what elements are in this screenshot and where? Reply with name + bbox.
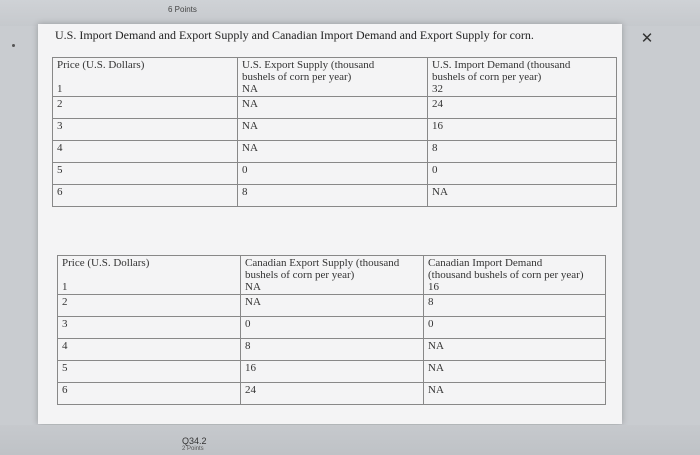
price-cell: 2 — [53, 97, 238, 119]
first-row-value: 32 — [432, 83, 443, 95]
price-cell: 5 — [53, 163, 238, 185]
value-cell: 8 — [428, 141, 617, 163]
price-cell: 4 — [53, 141, 238, 163]
price-cell: 6 — [53, 185, 238, 207]
price-cell: 3 — [58, 317, 241, 339]
canada-table — [57, 255, 606, 405]
header-line: Price (U.S. Dollars) — [62, 257, 150, 269]
price-cell: 4 — [58, 339, 241, 361]
header-cell — [238, 58, 428, 97]
value-cell: NA — [238, 97, 428, 119]
value-cell: 16 — [241, 361, 424, 383]
value-cell: NA — [241, 295, 424, 317]
table-row — [58, 383, 606, 405]
header-line: Canadian Export Supply (thousand — [245, 257, 400, 269]
table-row — [58, 339, 606, 361]
table-header-row — [53, 58, 617, 97]
table-row — [58, 317, 606, 339]
header-cell — [53, 58, 238, 97]
value-cell: NA — [238, 141, 428, 163]
first-row-value: NA — [245, 281, 261, 293]
price-cell: 5 — [58, 361, 241, 383]
table-header-row — [58, 256, 606, 295]
header-cell — [58, 256, 241, 295]
table-row — [53, 119, 617, 141]
value-cell: 8 — [424, 295, 606, 317]
header-line: bushels of corn per year) — [245, 269, 355, 281]
header-line: bushels of corn per year) — [242, 71, 352, 83]
value-cell: NA — [424, 383, 606, 405]
table-row — [58, 295, 606, 317]
value-cell: 24 — [241, 383, 424, 405]
value-cell: NA — [238, 119, 428, 141]
next-question-label: Q34.2 — [182, 436, 207, 446]
first-row-value: NA — [242, 83, 258, 95]
value-cell: 16 — [428, 119, 617, 141]
table-row — [53, 97, 617, 119]
header-line: (thousand bushels of corn per year) — [428, 269, 584, 281]
question-title: U.S. Import Demand and Export Supply and Canadian Import Demand and Export Supply for corn. — [55, 28, 534, 42]
table-row — [53, 185, 617, 207]
value-cell: NA — [428, 185, 617, 207]
header-line: U.S. Export Supply (thousand — [242, 59, 375, 71]
header-cell — [428, 58, 617, 97]
us-table — [52, 57, 617, 207]
first-row-value: 16 — [428, 281, 439, 293]
bottom-strip — [0, 425, 700, 455]
next-question-points: 2 Points — [182, 446, 204, 452]
price-cell: 6 — [58, 383, 241, 405]
price-cell: 3 — [53, 119, 238, 141]
value-cell: 24 — [428, 97, 617, 119]
value-cell: 0 — [424, 317, 606, 339]
value-cell: 0 — [241, 317, 424, 339]
table-row — [53, 163, 617, 185]
table-row — [53, 141, 617, 163]
table-row — [58, 361, 606, 383]
value-cell: 8 — [241, 339, 424, 361]
value-cell: NA — [424, 339, 606, 361]
value-cell: 8 — [238, 185, 428, 207]
first-row-value: 1 — [57, 83, 63, 95]
bullet-dot — [12, 44, 15, 47]
points-label: 6 Points — [168, 5, 197, 14]
header-cell — [241, 256, 424, 295]
header-line: Canadian Import Demand — [428, 257, 543, 269]
header-line: U.S. Import Demand (thousand — [432, 59, 571, 71]
value-cell: 0 — [238, 163, 428, 185]
value-cell: 0 — [428, 163, 617, 185]
header-line: Price (U.S. Dollars) — [57, 59, 145, 71]
header-line: bushels of corn per year) — [432, 71, 542, 83]
close-icon[interactable]: ✕ — [640, 29, 654, 47]
header-cell — [424, 256, 606, 295]
price-cell: 2 — [58, 295, 241, 317]
first-row-value: 1 — [62, 281, 68, 293]
value-cell: NA — [424, 361, 606, 383]
top-strip — [0, 0, 700, 26]
